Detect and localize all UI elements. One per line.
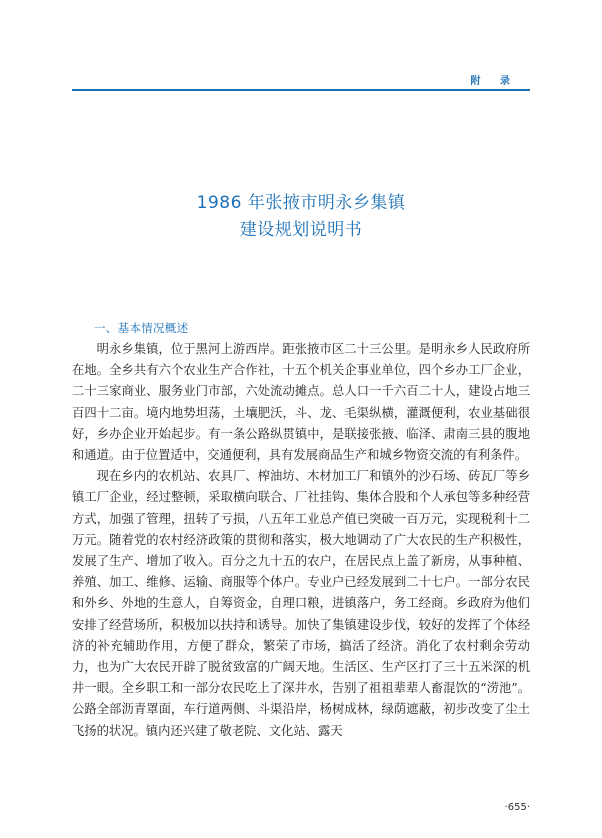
- section-heading: 一、基本情况概述: [94, 321, 189, 335]
- header-rule: [72, 89, 530, 91]
- body-text: [72, 339, 530, 742]
- document-title: [0, 190, 602, 244]
- title-line-2: 建设规划说明书: [239, 220, 363, 240]
- running-head: 附 录: [470, 76, 518, 87]
- paragraph-2: 现在乡内的农机站、农具厂、榨油坊、木材加工厂和镇外的沙石场、砖瓦厂等乡镇工厂企业，经过整顿，采取横向联合、厂社挂钩、集体合股和个人承包等多种经营方式，加强了管理，扭转了亏损，八五年工业总产值已突破一百万元，实现税利十二万元。随着党的农村经济政策的贯彻和落实，极大地调动了广大农民的生产积极性，发展了生产、增加了收入。百分之九十五的农户，在居民点上盖了新房，从事种植、养殖、加工、维修、运输、商服等个体户。专业户已经发展到二十七户。一部分农民和外乡、外地的生意人，自筹资金，自理口粮，进镇落户，务工经商。乡政府为他们安排了经营场所，积极加以扶持和诱导。加快了集镇建设步伐，较好的发挥了个体经济的补充辅助作用，方便了群众，繁荣了市场，搞活了经济。消化了农村剩余劳动力，也为广大农民开辟了脱贫致富的广阔天地。生活区、生产区打了三十五米深的机井一眼。全乡职工和一部分农民吃上了深井水，告别了祖祖辈辈人畜混饮的“涝池”。公路全部沥青罩面，车行道两侧、斗渠沿岸，杨树成林，绿荫遮蔽，初步改变了尘土飞扬的状况。镇内还兴建了敬老院、文化站、露天: [72, 469, 530, 738]
- page-number: ·655·: [504, 802, 530, 813]
- title-line-1: 1986 年张掖市明永乡集镇: [196, 193, 406, 213]
- paragraph-1: 明永乡集镇，位于黑河上游西岸。距张掖市区二十三公里。是明永乡人民政府所在地。全乡共有六个农业生产合作社，十五个机关企事业单位，四个乡办工厂企业，二十三家商业、服务业门市部，六处流动摊点。总人口一千六百二十人，建设占地三百四十二亩。境内地势坦荡，土壤肥沃，斗、龙、毛渠纵横，灌溉便利，农业基础很好，乡办企业开始起步。有一条公路纵贯镇中，是联接张掖、临泽、肃南三县的腹地和通道。由于位置适中，交通便利，具有发展商品生产和城乡物资交流的有利条件。: [72, 342, 530, 463]
